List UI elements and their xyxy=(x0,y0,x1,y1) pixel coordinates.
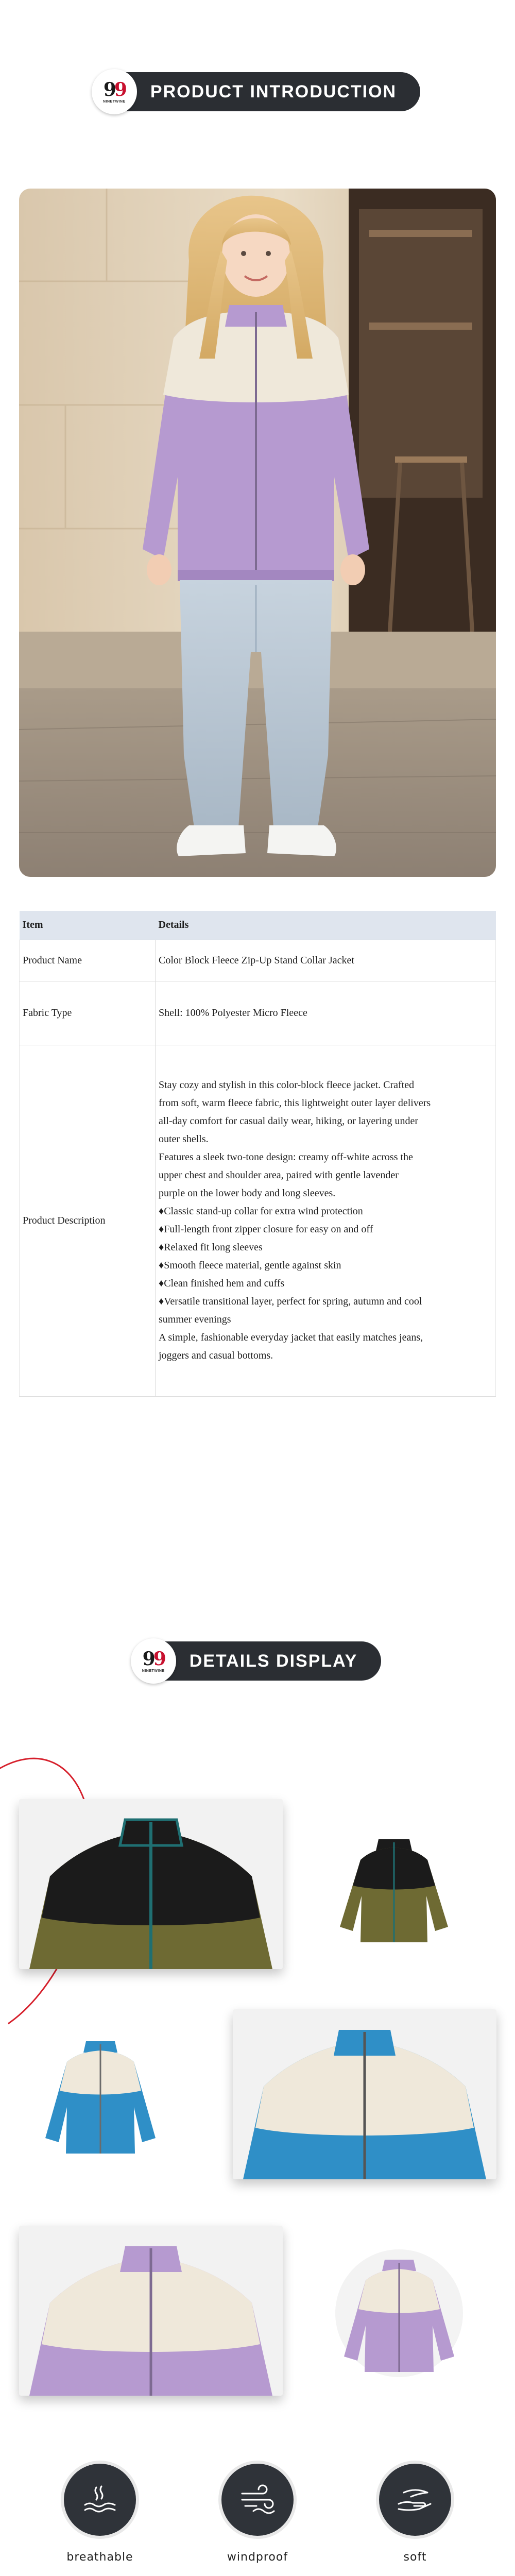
details-header xyxy=(0,1641,515,1681)
intro-title: PRODUCT INTRODUCTION xyxy=(150,81,397,101)
description-line: ♦Relaxed fit long sleeves xyxy=(159,1242,263,1253)
details-title-pill xyxy=(134,1641,382,1681)
detail-image-blue-closeup xyxy=(233,2009,496,2179)
feature-label: breathable xyxy=(66,2551,133,2564)
brand-logo-sub: NINETWINE xyxy=(142,1669,165,1673)
description-line: from soft, warm fleece fabric, this lightweight outer layer delivers xyxy=(159,1097,431,1109)
row-item-label: Fabric Type xyxy=(20,981,156,1045)
feature-breathable xyxy=(43,2464,157,2565)
detail-image-lavender-full xyxy=(335,2246,464,2380)
row-item-label: Product Description xyxy=(20,1045,156,1396)
feature-windproof xyxy=(201,2464,314,2565)
description-line: ♦Clean finished hem and cuffs xyxy=(159,1278,285,1289)
wave-water-icon xyxy=(64,2464,136,2536)
feature-soft xyxy=(358,2464,472,2565)
detail-image-olive-full xyxy=(330,1824,458,1947)
brand-logo-mark: 99 xyxy=(142,1648,164,1670)
description-line: purple on the lower body and long sleeves. xyxy=(159,1188,336,1199)
header-details: Details xyxy=(156,911,496,940)
description-line: ♦Smooth fleece material, gentle against skin xyxy=(159,1260,341,1271)
description-line: ♦Classic stand-up collar for extra wind protection xyxy=(159,1206,363,1217)
product-description xyxy=(156,1045,496,1396)
row-item-label: Product Name xyxy=(20,940,156,981)
brand-logo xyxy=(92,69,137,114)
header-item: Item xyxy=(20,911,156,940)
feature-label: windproof xyxy=(227,2551,288,2564)
description-line: outer shells. xyxy=(159,1133,209,1145)
description-line: ♦Full-length front zipper closure for easy on and off xyxy=(159,1224,373,1235)
detail-image-lavender-closeup xyxy=(19,2226,283,2396)
table-row xyxy=(20,981,496,1045)
table-row xyxy=(20,1045,496,1396)
table-row xyxy=(20,940,496,981)
description-line: all-day comfort for casual daily wear, hiking, or layering under xyxy=(159,1115,419,1127)
spec-table xyxy=(19,911,496,1397)
description-line: Stay cozy and stylish in this color-block fleece jacket. Crafted xyxy=(159,1079,415,1091)
detail-image-olive-closeup xyxy=(19,1799,283,1969)
detail-image-blue-full xyxy=(36,2030,165,2159)
brand-logo xyxy=(131,1638,176,1684)
intro-header xyxy=(0,72,515,111)
description-line: A simple, fashionable everyday jacket that easily matches jeans, xyxy=(159,1332,423,1343)
feature-label: soft xyxy=(403,2551,427,2564)
row-item-value: Color Block Fleece Zip-Up Stand Collar Jacket xyxy=(156,940,496,981)
description-line: Features a sleek two-tone design: creamy off-white across the xyxy=(159,1151,413,1163)
description-line: upper chest and shoulder area, paired with gentle lavender xyxy=(159,1170,399,1181)
description-line: summer evenings xyxy=(159,1314,231,1325)
row-item-value: Shell: 100% Polyester Micro Fleece xyxy=(156,981,496,1045)
description-line: joggers and casual bottoms. xyxy=(159,1350,273,1361)
details-title: DETAILS DISPLAY xyxy=(189,1651,358,1671)
spec-table-header xyxy=(20,911,496,940)
hero-photo xyxy=(19,189,496,877)
brand-logo-mark: 99 xyxy=(103,78,125,100)
brand-logo-sub: NINETWINE xyxy=(103,99,126,104)
wind-icon xyxy=(221,2464,294,2536)
intro-title-pill xyxy=(95,72,420,111)
description-line: ♦Versatile transitional layer, perfect for spring, autumn and cool xyxy=(159,1296,422,1307)
hand-feather-icon xyxy=(379,2464,451,2536)
